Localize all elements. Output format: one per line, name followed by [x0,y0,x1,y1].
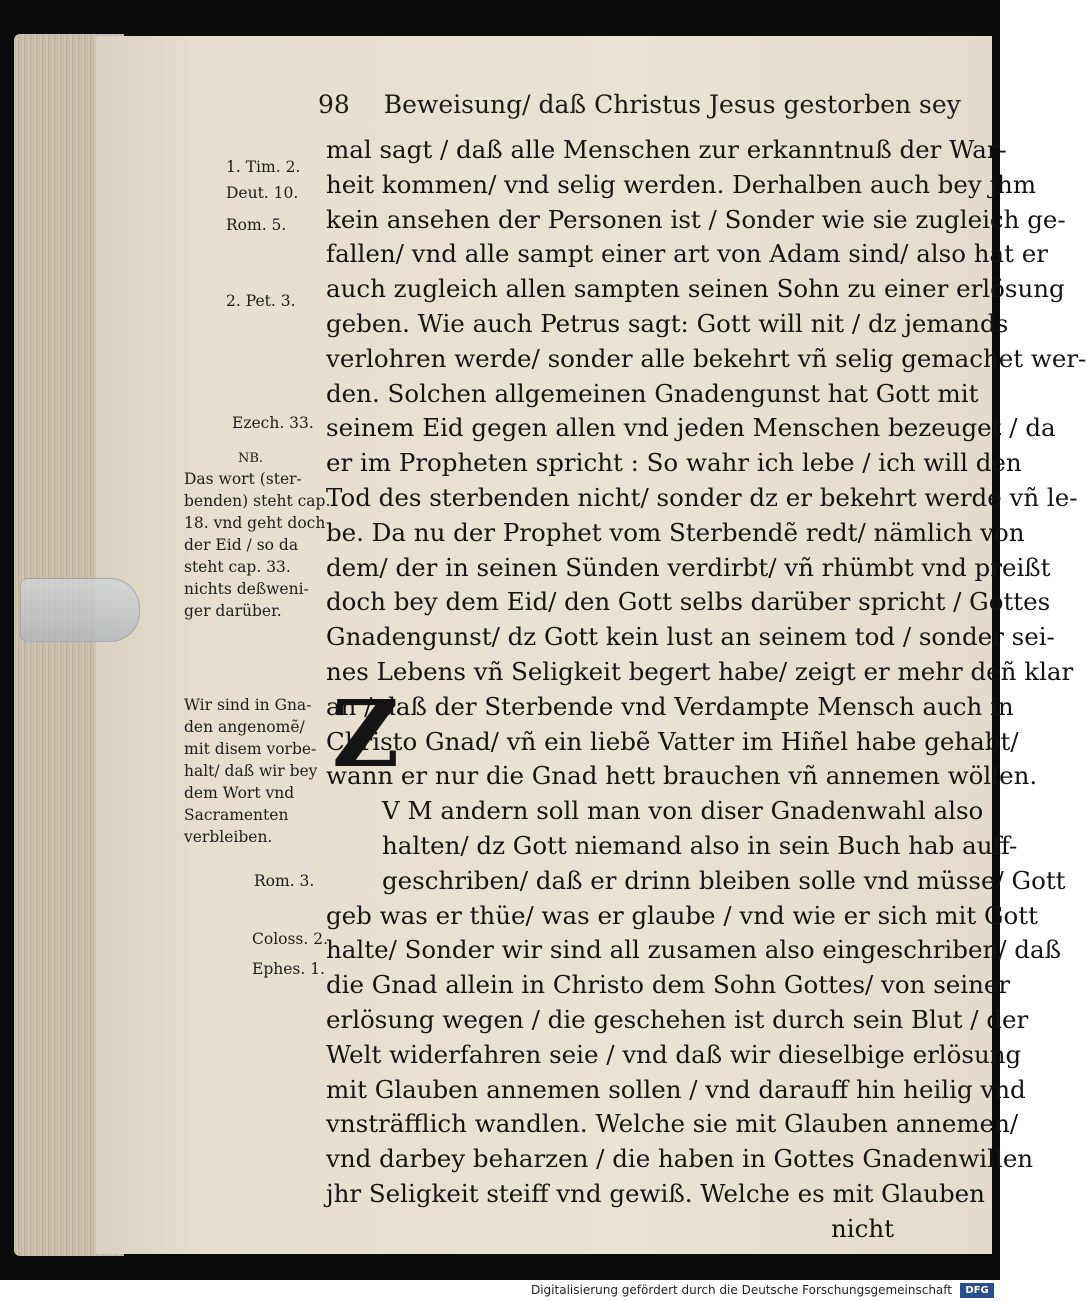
margin-note-line: den angenomẽ/ [184,718,305,736]
margin-note-line: Das wort (ster- [184,470,302,488]
text-line: geb was er thüe/ was er glaube / vnd wie er sich mit Gott [326,900,1038,930]
margin-note-line: Sacramenten [184,806,289,824]
text-line: geschriben/ daß er drinn bleiben solle vnd müsse/ Gott [382,865,1066,895]
funding-credit: Digitalisierung gefördert durch die Deutsche Forschungsgemeinschaft [530,1283,952,1297]
text-line: Gnadengunst/ dz Gott kein lust an seinem tod / sonder sei- [326,622,1055,652]
margin-ref-rom3: Rom. 3. [254,872,315,890]
text-line: geben. Wie auch Petrus sagt: Gott will nit / dz jemands [326,308,1009,338]
margin-note-line: der Eid / so da [184,536,299,554]
margin-note-line: nichts deßweni- [184,580,309,598]
margin-ref-rom5: Rom. 5. [226,216,287,234]
margin-note-line: Wir sind in Gna- [184,696,312,714]
text-line: heit kommen/ vnd selig werden. Derhalben auch bey jhm [326,169,1037,199]
text-line: die Gnad allein in Christo dem Sohn Gottes/ von seiner [326,970,1011,1000]
text-line: mal sagt / daß alle Menschen zur erkanntnuß der War- [326,135,1007,164]
text-line: erlösung wegen / die geschehen ist durch sein Blut / der [326,1004,1029,1034]
text-line: Tod des sterbenden nicht/ sonder dz er bekehrt werde vñ le- [326,482,1078,512]
text-line: vnsträfflich wandlen. Welche sie mit Glauben annemen/ [326,1109,1019,1139]
text-line: Welt widerfahren seie / vnd daß wir dieselbige erlösung [326,1039,1022,1069]
text-line: er im Propheten spricht : So wahr ich lebe / ich will den [326,448,1022,478]
text-line: doch bey dem Eid/ den Gott selbs darüber spricht / Gottes [326,587,1051,617]
margin-ref-pet: 2. Pet. 3. [226,292,296,310]
margin-ref-ezech: Ezech. 33. [232,414,314,432]
margin-note-line: dem Wort vnd [184,784,295,802]
margin-note-sterbenden [184,468,330,622]
text-line: den. Solchen allgemeinen Gnadengunst hat Gott mit [326,378,979,408]
margin-ref-ephes: Ephes. 1. [252,960,325,978]
text-line: kein ansehen der Personen ist / Sonder wie sie zugleich ge- [326,204,1066,234]
text-line: fallen/ vnd alle sampt einer art von Adam sind/ also hat er [326,239,1048,269]
text-line: an / daß der Sterbende vnd Verdampte Mensch auch in [326,691,1014,721]
text-line: nes Lebens vñ Seligkeit begert habe/ zeigt er mehr deñ klar [326,656,1074,686]
text-line: mit Glauben annemen sollen / vnd darauff hin heilig vnd [326,1074,1026,1104]
text-line: dem/ der in seinen Sünden verdirbt/ vñ rhümbt vnd preißt [326,552,1051,582]
margin-ref-deut: Deut. 10. [226,184,299,202]
text-line: seinem Eid gegen allen vnd jeden Menschen bezeuget / da [326,413,1056,443]
margin-note-line: benden) steht cap. [184,492,331,510]
text-line: wann er nur die Gnad hett brauchen vñ annemen wöllen. [326,761,1038,791]
margin-note-line: ger darüber. [184,602,282,620]
footer-bar [0,1280,1000,1302]
text-line: verlohren werde/ sonder alle bekehrt vñ selig gemachet wer- [326,343,1086,373]
margin-nb: NB. [238,451,264,466]
margin-note-gnaden [184,694,317,848]
text-line: auch zugleich allen sampten seinen Sohn zu einer erlösung [326,274,1065,304]
text-line: vnd darbey beharzen / die haben in Gottes Gnadenwillen [326,1144,1034,1174]
text-line: jhr Seligkeit steiff vnd gewiß. Welche es mit Glauben [326,1178,985,1208]
text-line: halten/ dz Gott niemand also in sein Buch hab auff- [382,830,1018,860]
text-line: halte/ Sonder wir sind all zusamen also eingeschriben/ daß [326,935,1061,965]
body-text [326,133,1086,1247]
text-line: be. Da nu der Prophet vom Sterbendẽ redt/ nämlich von [326,517,1025,547]
margin-ref-tim: 1. Tim. 2. [226,158,301,176]
text-line: V M andern soll man von diser Gnadenwahl also [382,796,984,826]
running-title: Beweisung/ daß Christus Jesus gestorben sey [383,90,961,119]
running-header [318,90,961,126]
text-line: Christo Gnad/ vñ ein liebẽ Vatter im Hiñel habe gehabt/ [326,726,1019,756]
page-clip [20,578,140,642]
margin-ref-coloss: Coloss. 2. [252,930,329,948]
catchword: nicht [831,1213,894,1243]
margin-note-line: 18. vnd geht doch [184,514,326,532]
margin-note-line: steht cap. 33. [184,558,291,576]
margin-note-line: verbleiben. [184,828,273,846]
dfg-logo-icon: DFG [960,1283,994,1298]
margin-note-line: halt/ daß wir bey [184,762,318,780]
margin-note-line: mit disem vorbe- [184,740,317,758]
decorated-initial: Z [332,680,400,788]
page-number: 98 [318,90,350,119]
